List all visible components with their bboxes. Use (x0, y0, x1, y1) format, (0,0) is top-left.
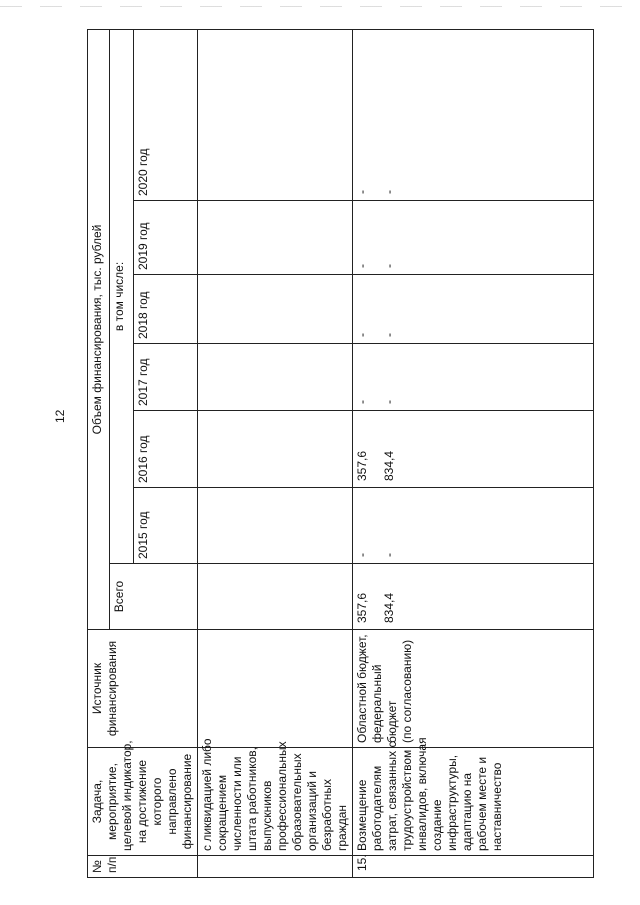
header-year-2019: 2019 год (134, 201, 198, 275)
financing-table (87, 29, 594, 878)
row-year-2018: - - (353, 275, 594, 344)
row-year-2020 (198, 29, 353, 200)
row-source: Областной бюджет, федеральный бюджет (по согласованию) (353, 630, 594, 748)
table-row (198, 29, 353, 877)
row-year-2017 (198, 344, 353, 411)
row-year-2015: - - (353, 488, 594, 564)
header-num: № п/п (88, 856, 198, 878)
header-year-2015: 2015 год (134, 488, 198, 564)
row-year-2019: - - (353, 201, 594, 275)
row-total: 357,6 834,4 (353, 564, 594, 630)
row-year-2018 (198, 275, 353, 344)
page-number: 12 (53, 409, 67, 423)
header-year-2020: 2020 год (134, 29, 198, 200)
header-year-2018: 2018 год (134, 275, 198, 344)
row-year-2019 (198, 201, 353, 275)
header-year-2016: 2016 год (134, 411, 198, 488)
table-row (353, 29, 594, 877)
header-task: Задача, мероприятие, целевой индикатор, на достижение которого направлено финансирование (88, 748, 198, 856)
row-task: с ликвидацией либо сокращением численности или штата работников, выпускников профессиональных образовательных организаций и безработных граждан (198, 748, 353, 856)
row-total (198, 564, 353, 630)
row-year-2016 (198, 411, 353, 488)
scan-edge-artifact (0, 6, 640, 7)
row-year-2020: - - (353, 29, 594, 200)
rotated-table-page (87, 30, 590, 878)
row-source (198, 630, 353, 748)
header-volume: Объем финансирования, тыс. рублей (88, 29, 110, 629)
row-year-2016: 357,6 834,4 (353, 411, 594, 488)
row-year-2015 (198, 488, 353, 564)
row-num: 15. (353, 856, 594, 878)
header-source: Источник финансирования (88, 630, 198, 748)
row-year-2017: - - (353, 344, 594, 411)
header-including: в том числе: (110, 29, 134, 563)
row-num (198, 856, 353, 878)
row-task: Возмещение работодателям затрат, связанных с трудоустройством инвалидов, включая создание инфраструктуры, адаптацию на рабочем месте и наставничество (353, 748, 594, 856)
header-total: Всего (110, 564, 198, 630)
header-year-2017: 2017 год (134, 344, 198, 411)
